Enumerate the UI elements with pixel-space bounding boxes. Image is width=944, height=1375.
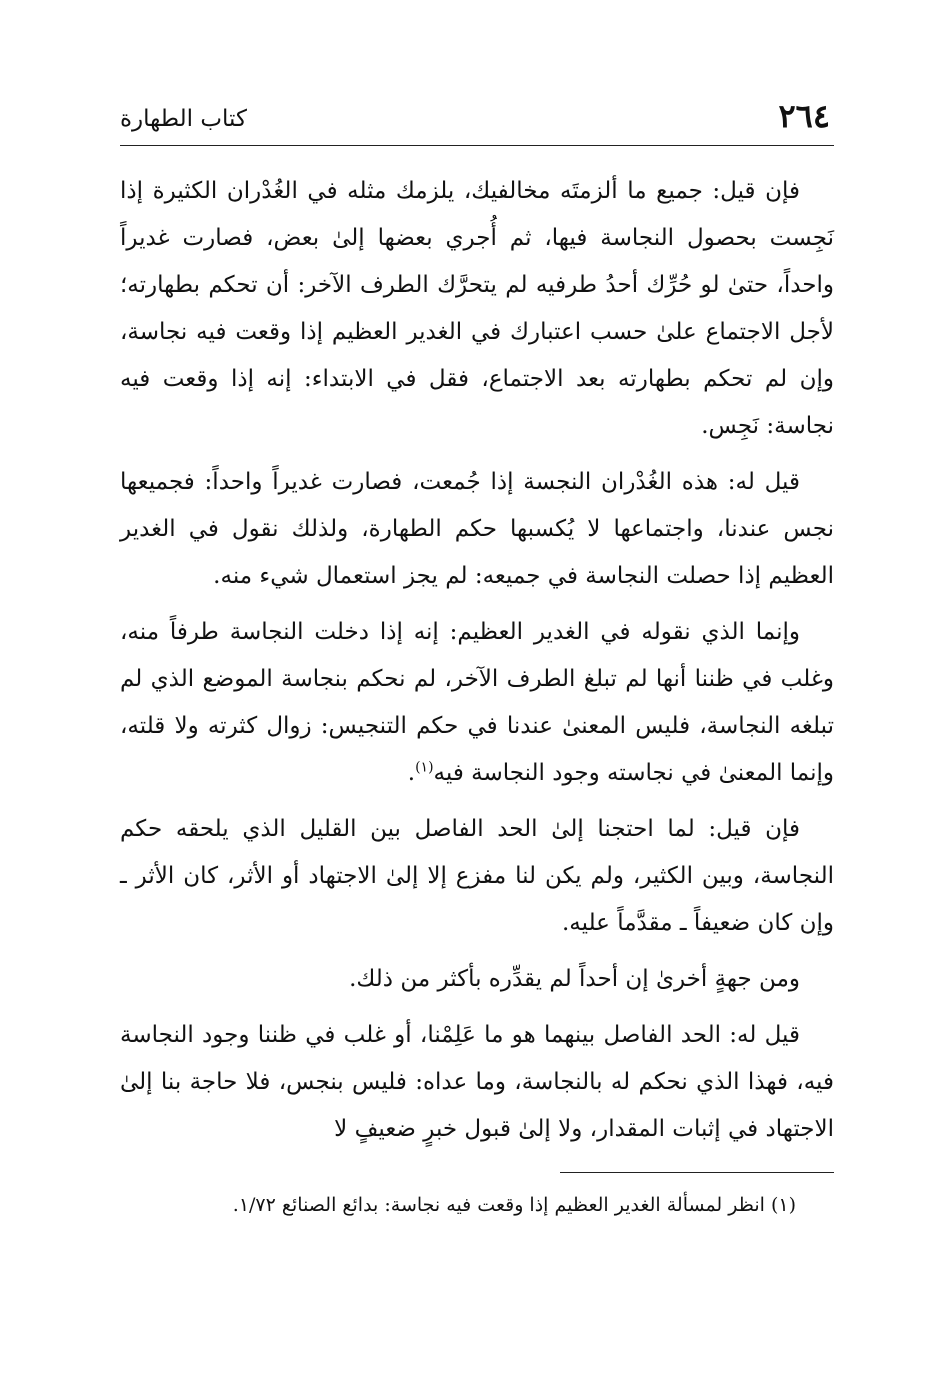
running-title: كتاب الطهارة [120, 106, 247, 132]
paragraph-text: وإنما الذي نقوله في الغدير العظيم: إنه إذا دخلت النجاسة طرفاً منه، وغلب في ظننا أنها لم تبلغ الطرف الآخر، لم نحكم بنجاسة الموضع الذي لم تبلغه النجاسة، فليس المعنىٰ عندنا في حكم التنجيس: زوال كثرته ولا قلته، وإنما المعنىٰ في نجاسته وجود النجاسة فيه [120, 619, 834, 786]
paragraph: ومن جهةٍ أخرىٰ إن أحداً لم يقدِّره بأكثر من ذلك. [349, 966, 800, 992]
paragraph-with-note [120, 609, 834, 797]
paragraph-end-mark: . [407, 760, 416, 786]
footnote-rule [560, 1172, 834, 1173]
paragraph: فإن قيل: لما احتجنا إلىٰ الحد الفاصل بين القليل الذي يلحقه حكم النجاسة، وبين الكثير، ولم يكن لنا مفزع إلا إلىٰ الاجتهاد أو الأثر، كان الأثر ـ وإن كان ضعيفاً ـ مقدَّماً عليه. [120, 816, 834, 936]
paragraph [120, 459, 834, 600]
footnote-reference: (١) [415, 759, 434, 776]
body-text [120, 168, 834, 1162]
page-number: ٢٦٤ [778, 97, 830, 135]
paragraph-text: قيل له: هذه الغُدْران النجسة إذا جُمعت، فصارت غديراً واحداً: فجميعها نجس عندنا، واجتماعها لا يُكسبها حكم الطهارة، ولذلك نقول في الغدير العظيم إذا حصلت النجاسة في جميعه: لم يجز استعمال شيء منه. [120, 469, 834, 589]
footnote: (١) انظر لمسألة الغدير العظيم إذا وقعت فيه نجاسة: بدائع الصنائع ١/٧٢. [232, 1194, 796, 1216]
header-rule [120, 145, 834, 146]
paragraph: فإن قيل: جميع ما ألزمتَه مخالفيك، يلزمك مثله في الغُدْران الكثيرة إذا نَجِست بحصول النجاسة فيها، ثم أُجري بعضها إلىٰ بعض، فصارت غديراً واحداً، حتىٰ لو حُرِّك أحدُ طرفيه لم يتحرَّك الطرف الآخر: أن تحكم بطهارته؛ لأجل الاجتماع علىٰ حسب اعتبارك في الغدير العظيم إذا وقعت فيه نجاسة، وإن لم تحكم بطهارته بعد الاجتماع، فقل في الابتداء: إنه إذا وقعت فيه نجاسة: نَجِس. [120, 178, 834, 439]
page-header [120, 96, 834, 140]
paragraph: قيل له: الحد الفاصل بينهما هو ما عَلِمْنا، أو غلب في ظننا وجود النجاسة فيه، فهذا الذي نحكم له بالنجاسة، وما عداه: فليس بنجس، فلا حاجة بنا إلىٰ الاجتهاد في إثبات المقدار، ولا إلىٰ قبول خبرٍ ضعيفٍ لا [120, 1022, 834, 1142]
